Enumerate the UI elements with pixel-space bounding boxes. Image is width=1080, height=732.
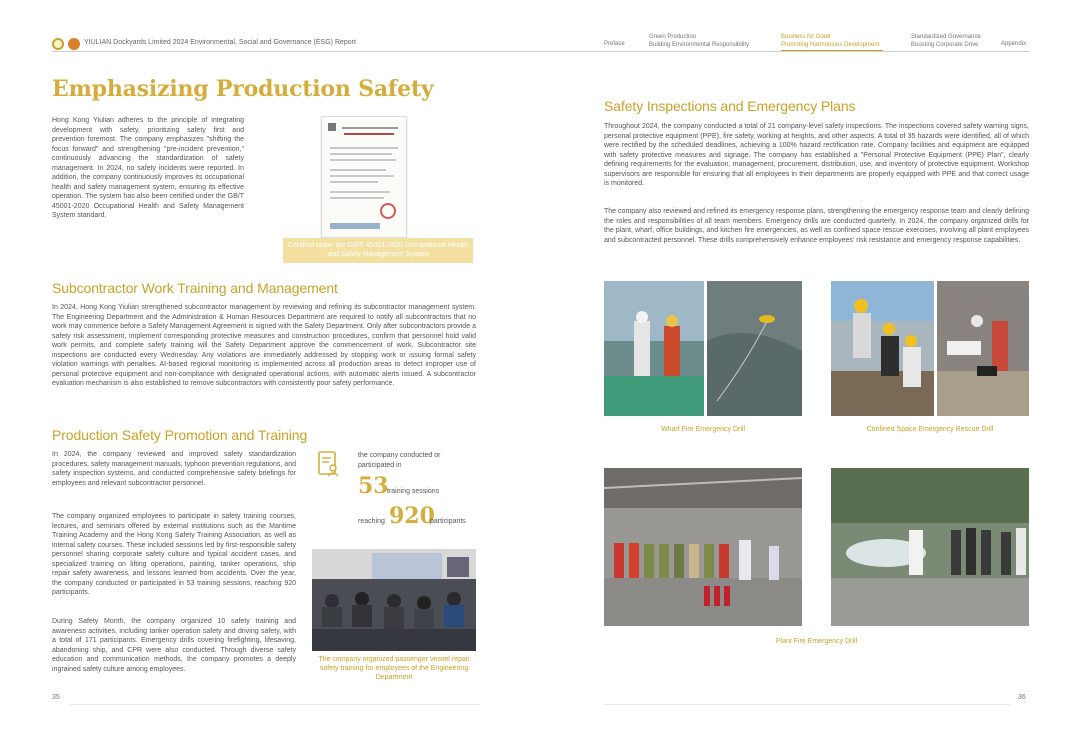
nav-green-production[interactable] (649, 33, 749, 49)
nav-label: Business for Good (781, 34, 831, 40)
reaching-label: reaching (358, 518, 385, 525)
nav-label: Green Production (649, 34, 697, 40)
certificate-caption: Certified under the GB/T 45001-2020 Occupational Health and Safety Management System (283, 238, 473, 263)
stat-intro: the company conducted or participated in (358, 452, 441, 469)
certificate-image (321, 116, 407, 238)
inspections-paragraph-1: Throughout 2024, the company conducted a total of 21 company-level safety inspections. The inspections covered safety warning signs, personal protective equipment (PPE), fire safety, working at heights, and other aspects. A total of 35 hazards were identified, all of which were rectified by the scheduled deadlines, achieving a 100% hazard rectification rate. Company facilities and equipment are equipped with safety protective measures and signage. The company has established a "Personal Protective Equipment (PPE) Plan", clearly defining requirements for the evaluation, management, procurement, distribution, use, and inventory of protective equipment. Workshop supervisors are responsible for ensuring that all employees in their departments are properly equipped with PPE and that correct usage is monitored. (604, 123, 1029, 187)
page-number-left: 35 (52, 694, 60, 701)
participants-count: 920 (389, 503, 435, 529)
inspections-heading: Safety Inspections and Emergency Plans (604, 98, 856, 114)
training-photo-caption: The company organized passenger vessel repair safety training for employees of the Engineering Department (318, 656, 470, 681)
training-document-icon (318, 451, 340, 477)
company-logo-icon (52, 38, 64, 50)
nav-sublabel: Boosting Corporate Drive (911, 42, 979, 48)
training-session-photo (312, 549, 476, 651)
wharf-drill-caption: Wharf Fire Emergency Drill (660, 426, 745, 433)
plant-drill-caption: Plant Fire Emergency Drill (775, 638, 858, 645)
page-title: Emphasizing Production Safety (52, 76, 434, 102)
plant-drill-photo-1 (604, 468, 802, 626)
footer-divider-left (70, 704, 480, 705)
promotion-paragraph-2: The company organized employees to participate in safety training courses, lectures, and seminars offered by external institutions such as the Maritime Training Academy and the Hong Kong Safety Training Association, as well as internal safety courses. These included sessions led by first-responsible safety personnel sharing corporate safety culture and typical accident cases, and specialized training on lifting operations, painting, tanker operations, ship repair safety awareness, and lessons learned from accidents. Over the year, the company conducted or participated in 53 training sessions, reaching 920 participants. (52, 513, 296, 596)
confined-drill-photo-1 (831, 281, 934, 416)
confined-drill-photo-2 (937, 281, 1029, 416)
participants-label: participants (430, 518, 466, 525)
sessions-count: 53 (358, 473, 389, 499)
certificate-figure (283, 110, 473, 263)
accreditation-logos (330, 223, 380, 229)
subcontractor-heading: Subcontractor Work Training and Management (52, 280, 338, 296)
sessions-label: training sessions (387, 488, 440, 495)
page-header (0, 0, 1080, 54)
intro-paragraph: Hong Kong Yiulian adheres to the principle of integrating development with safety, prioritizing safety first and prevention foremost. The company emphasizes "shifting the focus forward" and strengthening "pre-incident prevention," continuously advancing the standardization of safety management. In 2024, no safety incidents were reported. In addition, the company continuously improves its occupational health and safety management system, ensuring its effective operation. The system has also been certified under the GB/T 45001-2020 Occupational Health and Safety Management System standard. (52, 117, 244, 219)
wharf-drill-photo-1 (604, 281, 704, 416)
inspections-paragraph-2: The company also reviewed and refined its emergency response plans, strengthening the emergency response team and clearly defining the roles and responsibilities of all team members. Emergency drills are conducted quarterly. In 2024, the company organized drills for the plant, wharf, office buildings, and kitchen fire emergencies, as well as confined space rescue exercises, involving all plant employees and subcontracted personnel. These drills comprehensively enhance employees' risk resistance and emergency response capabilities. (604, 208, 1029, 244)
confined-drill-caption: Confined Space Emergency Rescue Drill (866, 426, 994, 433)
nav-sublabel: Building Environmental Responsibility (649, 42, 750, 48)
nav-sublabel: Promoting Harmonious Development (781, 42, 880, 48)
wharf-drill-photo-2 (707, 281, 802, 416)
certificate-seal-icon (380, 203, 396, 219)
nav-appendix[interactable]: Appendix (1001, 41, 1027, 47)
promotion-paragraph-1: In 2024, the company reviewed and improved safety standardization procedures, safety management manuals, typhoon prevention regulations, and safety inspection systems, and conducted comprehensive safety briefings for employees and relevant subcontractor personnel. (52, 451, 296, 487)
plant-drill-photo-2 (831, 468, 1029, 626)
brand-emblem-icon (68, 38, 80, 50)
promotion-heading: Production Safety Promotion and Training (52, 427, 308, 443)
nav-label: Standardized Governance (911, 34, 981, 40)
nav-standardized-governance[interactable] (911, 33, 981, 49)
footer-divider-right (604, 704, 1010, 705)
page-number-right: 36 (1018, 694, 1026, 701)
promotion-paragraph-3: During Safety Month, the company organized 10 safety training and awareness activities, including tanker operation safety and driving safety, with a total of 171 participants. Emergency drills covering firefighting, lifesaving, abandoning ship, and CPR were also conducted. Through diverse safety education and communication methods, the company promotes a deeply ingrained safety culture among employees. (52, 618, 296, 673)
nav-business-for-good[interactable] (781, 33, 879, 49)
qr-code-icon (328, 123, 336, 131)
subcontractor-paragraph: In 2024, Hong Kong Yiulian strengthened subcontractor management by reviewing and refining its subcontractor management system. The Engineering Department and the Administration & Human Resources Department are required to notify all subcontractors that no work may commence before a Safety Management Agreement is signed with the Safety Department. Only after subcontractors provide a safety risk assessment, implement corresponding protective measures and construction procedures, confirm that personnel hold valid work permits, and complete safety training will the Safety Department approve the commencement of work. Subcontractor site inspections are conducted every Wednesday. Any violations are immediately addressed by stopping work or issuing formal safety violation warnings with penalties. AI-based regional monitoring is implemented across all production areas to detect improper use of personal protective equipment and non-compliance with designated operational actions, with automatic alerts issued. A subcontractor evaluation mechanism is also established to remove subcontractors with consistently poor safety performance. (52, 304, 476, 387)
header-divider (52, 51, 1030, 52)
nav-preface[interactable]: Preface (604, 41, 625, 47)
report-title: YIULIAN Dockyards Limited 2024 Environmental, Social and Governance (ESG) Report (84, 39, 356, 46)
